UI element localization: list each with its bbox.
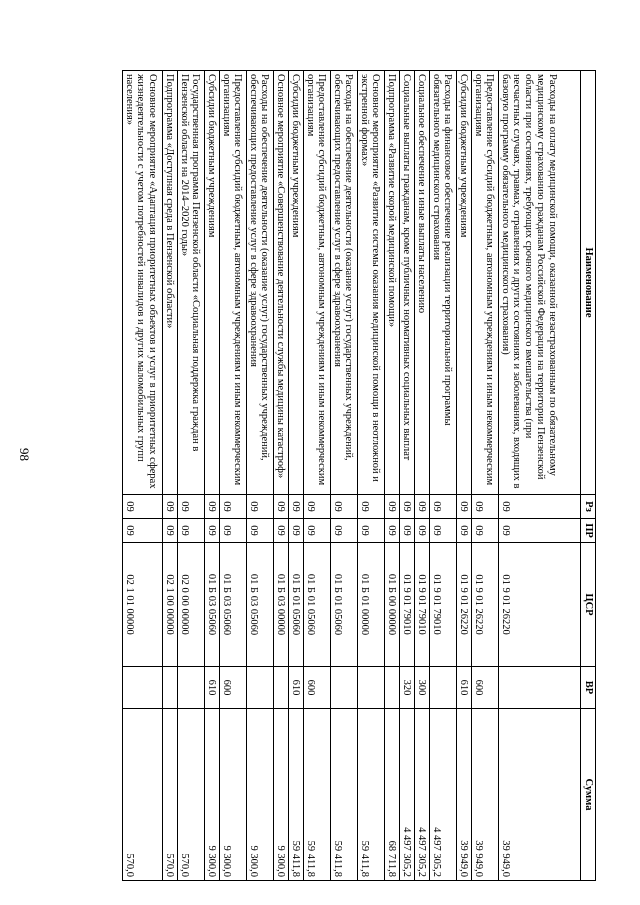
row-sum: 39 949,0 [457, 709, 472, 881]
row-name: Социальное обеспечение и иные выплаты населению [415, 71, 430, 495]
row-vr [274, 667, 289, 709]
row-vr: 610 [457, 667, 472, 709]
row-sum: 4 497 305,2 [400, 709, 415, 881]
table-row [289, 71, 304, 881]
row-csr: 01 Б 01 05060 [331, 543, 358, 667]
row-name: Основное мероприятие «Адаптация приоритетных объектов и услуг в приоритетных сферах жизнедеятельности с учетом потребностей инвалидов и других маломобильных групп населения» [123, 71, 163, 495]
row-csr: 01 Б 00 00000 [385, 543, 400, 667]
row-pr: 09 [304, 519, 331, 543]
row-rz: 09 [430, 495, 457, 519]
row-rz: 09 [499, 495, 581, 519]
row-pr: 09 [358, 519, 385, 543]
row-name: Основное мероприятие «Совершенствование деятельности службы медицины катастроф» [274, 71, 289, 495]
row-pr: 09 [274, 519, 289, 543]
table-row [220, 71, 247, 881]
row-sum: 570,0 [178, 709, 205, 881]
row-vr: 600 [220, 667, 247, 709]
row-pr: 09 [123, 519, 163, 543]
row-csr: 01 9 01 79010 [400, 543, 415, 667]
row-sum: 68 711,8 [385, 709, 400, 881]
header-rz: Рз [581, 495, 596, 519]
row-name: Предоставление субсидий бюджетным, автономным учреждениям и иным некоммерческим организациям [304, 71, 331, 495]
row-rz: 09 [331, 495, 358, 519]
row-csr: 02 0 00 00000 [178, 543, 205, 667]
row-sum: 39 949,0 [472, 709, 499, 881]
row-pr: 09 [163, 519, 178, 543]
row-pr: 09 [400, 519, 415, 543]
row-name: Субсидии бюджетным учреждениям [289, 71, 304, 495]
row-vr: 600 [304, 667, 331, 709]
row-pr: 09 [331, 519, 358, 543]
row-rz: 09 [304, 495, 331, 519]
row-name: Расходы на оплату медицинской помощи, оказанной незастрахованным по обязательному медицинскому страхованию гражданам Российской Федерации на территории Пензенской области при состояниях, требующих срочного медицинского вмешательства (при несчастных случаях, травмах, отравлениях и других состояниях и заболеваниях, входящих в базовую программу обязательного медицинского страхования) [499, 71, 581, 495]
row-vr [385, 667, 400, 709]
row-name: Расходы на обеспечение деятельности (оказание услуг) государственных учреждений, обеспечивающих предоставление услуг в сфере здравоохранения [331, 71, 358, 495]
row-pr: 09 [205, 519, 220, 543]
row-pr: 09 [457, 519, 472, 543]
table-row [274, 71, 289, 881]
page-number: 98 [17, 448, 32, 461]
row-sum: 9 300,0 [247, 709, 274, 881]
table-row [385, 71, 400, 881]
row-rz: 09 [457, 495, 472, 519]
row-sum: 570,0 [123, 709, 163, 881]
table-row [415, 71, 430, 881]
row-vr [358, 667, 385, 709]
row-pr: 09 [247, 519, 274, 543]
row-name: Основное мероприятие «Развитие системы оказания медицинской помощи в неотложной и экстренной формах» [358, 71, 385, 495]
rotated-table-area [76, 70, 596, 880]
row-sum: 4 497 305,2 [430, 709, 457, 881]
row-sum: 59 411,8 [331, 709, 358, 881]
table-row [358, 71, 385, 881]
row-name: Субсидии бюджетным учреждениям [457, 71, 472, 495]
row-name: Предоставление субсидий бюджетным, автономным учреждениям и иным некоммерческим организациям [472, 71, 499, 495]
row-vr [247, 667, 274, 709]
table-row [430, 71, 457, 881]
table-row [205, 71, 220, 881]
row-rz: 09 [385, 495, 400, 519]
row-csr: 02 1 01 00000 [123, 543, 163, 667]
row-vr [430, 667, 457, 709]
table-row [400, 71, 415, 881]
row-vr: 300 [415, 667, 430, 709]
row-sum: 4 497 305,2 [415, 709, 430, 881]
row-csr: 01 Б 03 05060 [205, 543, 220, 667]
row-rz: 09 [220, 495, 247, 519]
row-sum: 9 300,0 [205, 709, 220, 881]
row-sum: 59 411,8 [289, 709, 304, 881]
row-pr: 09 [472, 519, 499, 543]
row-name: Субсидии бюджетным учреждениям [205, 71, 220, 495]
row-csr: 01 9 01 79010 [430, 543, 457, 667]
row-csr: 01 Б 03 05060 [220, 543, 247, 667]
row-csr: 02 1 00 00000 [163, 543, 178, 667]
row-rz: 09 [247, 495, 274, 519]
row-sum: 59 411,8 [358, 709, 385, 881]
row-csr: 01 Б 03 00000 [274, 543, 289, 667]
row-rz: 09 [358, 495, 385, 519]
table-row [247, 71, 274, 881]
row-pr: 09 [385, 519, 400, 543]
header-vr: ВР [581, 667, 596, 709]
row-csr: 01 9 01 79010 [415, 543, 430, 667]
row-vr [163, 667, 178, 709]
row-rz: 09 [415, 495, 430, 519]
row-rz: 09 [163, 495, 178, 519]
row-pr: 09 [499, 519, 581, 543]
budget-table [122, 70, 596, 881]
row-sum: 9 300,0 [220, 709, 247, 881]
row-csr: 01 9 01 26220 [457, 543, 472, 667]
row-sum: 59 411,8 [304, 709, 331, 881]
row-csr: 01 9 01 26220 [472, 543, 499, 667]
row-csr: 01 Б 01 05060 [289, 543, 304, 667]
table-header-row [581, 71, 596, 881]
table-row [457, 71, 472, 881]
row-csr: 01 9 01 26220 [499, 543, 581, 667]
row-rz: 09 [289, 495, 304, 519]
table-row [304, 71, 331, 881]
row-pr: 09 [220, 519, 247, 543]
table-row [499, 71, 581, 881]
row-sum: 570,0 [163, 709, 178, 881]
row-vr: 320 [400, 667, 415, 709]
row-rz: 09 [400, 495, 415, 519]
header-sum: Сумма [581, 709, 596, 881]
row-rz: 09 [205, 495, 220, 519]
row-name: Расходы на финансовое обеспечение реализации территориальной программы обязательного медицинского страхования [430, 71, 457, 495]
table-row [123, 71, 163, 881]
table-row [163, 71, 178, 881]
table-row [472, 71, 499, 881]
row-pr: 09 [415, 519, 430, 543]
row-rz: 09 [123, 495, 163, 519]
row-sum: 39 949,0 [499, 709, 581, 881]
row-vr [331, 667, 358, 709]
row-name: Государственная программа Пензенской области «Социальная поддержка граждан в Пензенской области на 2014–2020 годы» [178, 71, 205, 495]
row-name: Социальные выплаты гражданам, кроме публичных нормативных социальных выплат [400, 71, 415, 495]
row-rz: 09 [274, 495, 289, 519]
row-vr: 600 [472, 667, 499, 709]
row-pr: 09 [430, 519, 457, 543]
row-csr: 01 Б 01 05060 [304, 543, 331, 667]
header-name: Наименование [581, 71, 596, 495]
row-rz: 09 [178, 495, 205, 519]
header-pr: ПР [581, 519, 596, 543]
row-name: Расходы на обеспечение деятельности (оказание услуг) государственных учреждений, обеспечивающих предоставление услуг в сфере здравоохранения [247, 71, 274, 495]
row-vr [499, 667, 581, 709]
row-csr: 01 Б 01 00000 [358, 543, 385, 667]
row-name: Предоставление субсидий бюджетным, автономным учреждениям и иным некоммерческим организациям [220, 71, 247, 495]
row-rz: 09 [472, 495, 499, 519]
header-csr: ЦСР [581, 543, 596, 667]
row-name: Подпрограмма «Развитие скорой медицинской помощи» [385, 71, 400, 495]
row-pr: 09 [178, 519, 205, 543]
table-row [331, 71, 358, 881]
row-csr: 01 Б 03 05060 [247, 543, 274, 667]
row-vr: 610 [289, 667, 304, 709]
row-pr: 09 [289, 519, 304, 543]
row-sum: 9 300,0 [274, 709, 289, 881]
row-vr [178, 667, 205, 709]
row-vr [123, 667, 163, 709]
table-row [178, 71, 205, 881]
table-body [123, 71, 581, 881]
row-vr: 610 [205, 667, 220, 709]
row-name: Подпрограмма «Доступная среда в Пензенской области» [163, 71, 178, 495]
